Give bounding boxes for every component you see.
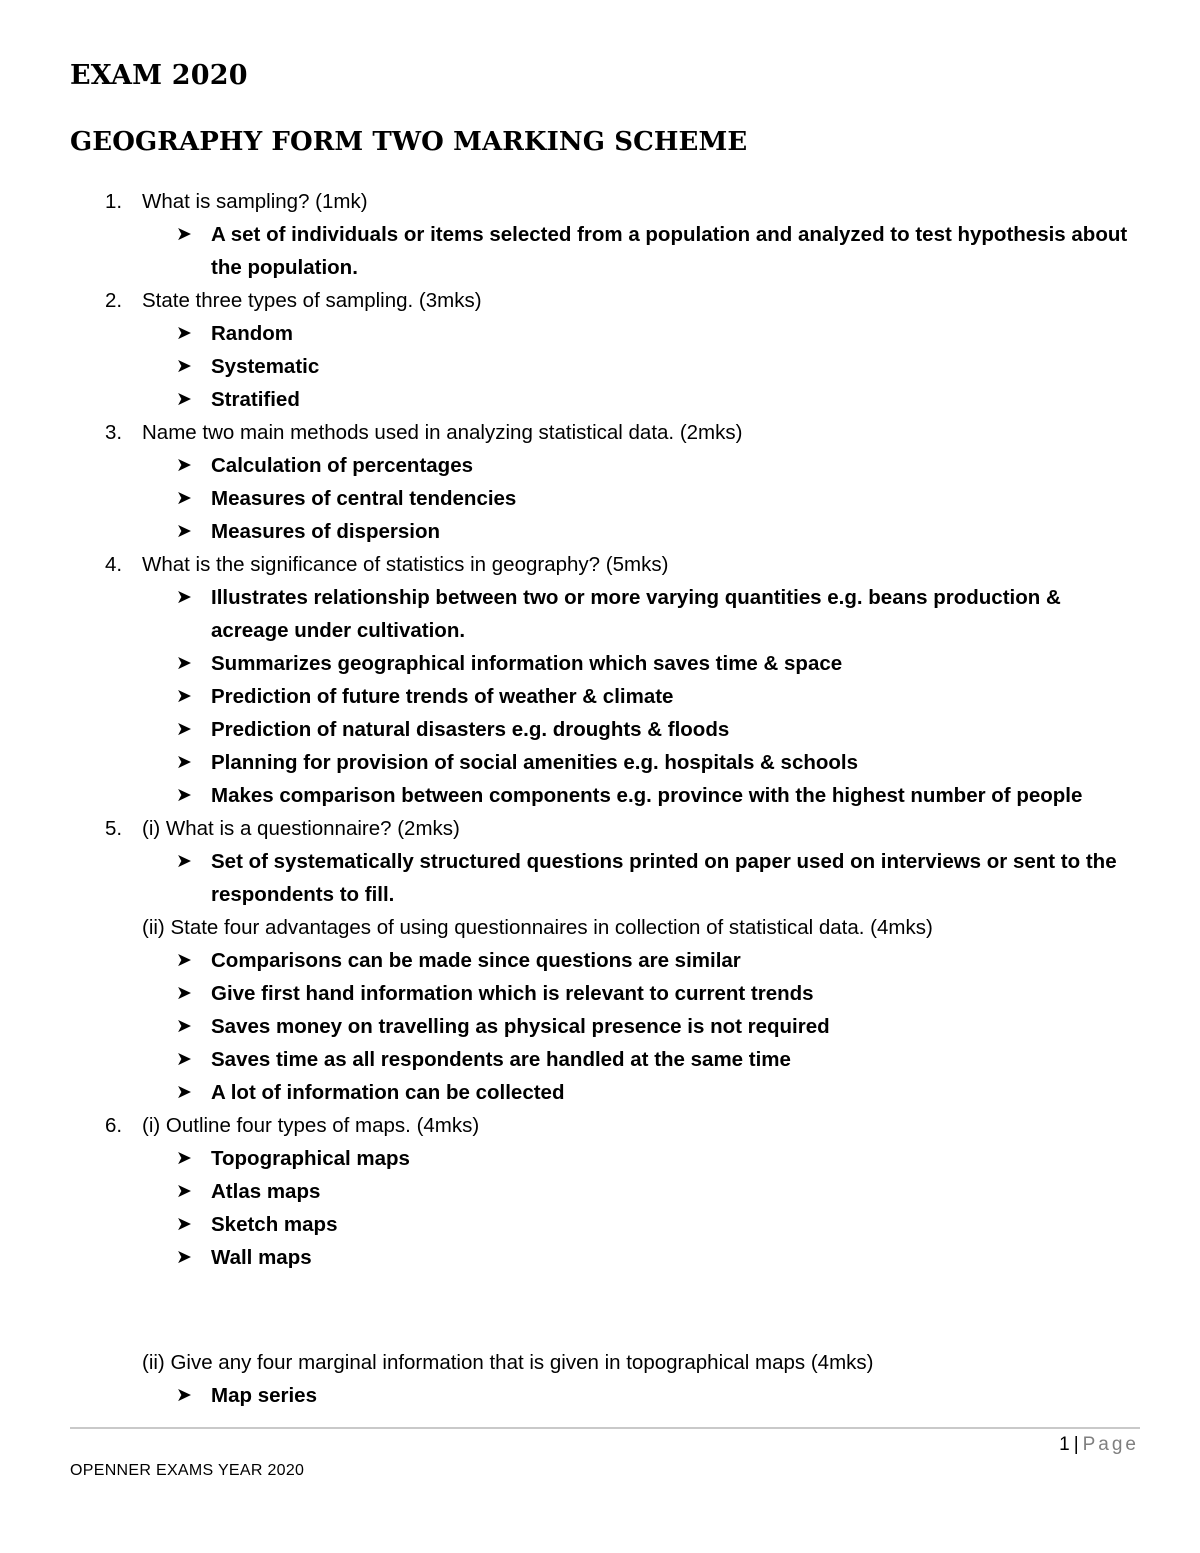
answer-item	[0, 449, 1200, 482]
answer-item	[0, 1241, 1200, 1274]
question-3	[0, 416, 1200, 449]
arrow-bullet-icon: ➤	[176, 389, 192, 410]
question-text: (i) Outline four types of maps. (4mks)	[142, 1114, 480, 1137]
footer-divider	[70, 1427, 1140, 1429]
answer-item	[0, 779, 1200, 812]
answer-text: Give first hand information which is relevant to current trends	[211, 982, 814, 1005]
answer-item	[0, 1076, 1200, 1109]
answer-item	[0, 218, 1200, 284]
arrow-bullet-icon: ➤	[176, 224, 192, 245]
answer-text: Summarizes geographical information which saves time & space	[211, 652, 843, 675]
answer-text: Calculation of percentages	[211, 454, 474, 477]
answer-text: A lot of information can be collected	[211, 1081, 565, 1104]
answer-item	[0, 845, 1200, 911]
arrow-bullet-icon: ➤	[176, 686, 192, 707]
answer-item	[0, 1142, 1200, 1175]
answer-text: Planning for provision of social amenities e.g. hospitals & schools	[211, 751, 859, 774]
page-separator: |	[1073, 1434, 1079, 1455]
answer-text: Stratified	[211, 388, 300, 411]
answer-item	[0, 482, 1200, 515]
answer-text: Makes comparison between components e.g. province with the highest number of people	[211, 784, 1083, 807]
answer-item	[0, 713, 1200, 746]
answer-item	[0, 1208, 1200, 1241]
question-5	[0, 812, 1200, 845]
answer-text: Prediction of natural disasters e.g. droughts & floods	[211, 718, 730, 741]
arrow-bullet-icon: ➤	[176, 1247, 192, 1268]
question-text: State three types of sampling. (3mks)	[142, 289, 482, 312]
answer-item	[0, 515, 1200, 548]
arrow-bullet-icon: ➤	[176, 1082, 192, 1103]
question-text: (ii) Give any four marginal information that is given in topographical maps (4mks)	[142, 1351, 874, 1374]
question-text: (ii) State four advantages of using questionnaires in collection of statistical data. (4mks)	[142, 916, 933, 939]
blank-space	[0, 1274, 1200, 1346]
arrow-bullet-icon: ➤	[176, 719, 192, 740]
answer-item	[0, 680, 1200, 713]
answer-text: Set of systematically structured questions printed on paper used on interviews or sent to the respondents to fill.	[211, 850, 1117, 906]
question-number: 5.	[105, 817, 123, 840]
question-number: 2.	[105, 289, 123, 312]
question-text: What is the significance of statistics in geography? (5mks)	[142, 553, 669, 576]
answer-item	[0, 383, 1200, 416]
answer-item	[0, 977, 1200, 1010]
answer-item	[0, 746, 1200, 779]
question-text: Name two main methods used in analyzing statistical data. (2mks)	[142, 421, 743, 444]
arrow-bullet-icon: ➤	[176, 1049, 192, 1070]
answer-item	[0, 944, 1200, 977]
marking-scheme-heading: GEOGRAPHY FORM TWO MARKING SCHEME	[70, 127, 748, 157]
question-number: 4.	[105, 553, 123, 576]
answer-text: Atlas maps	[211, 1180, 321, 1203]
question-text: What is sampling? (1mk)	[142, 190, 368, 213]
arrow-bullet-icon: ➤	[176, 1385, 192, 1406]
answer-text: Wall maps	[211, 1246, 312, 1269]
exam-title: EXAM 2020	[70, 60, 248, 91]
answer-text: Map series	[211, 1384, 317, 1407]
arrow-bullet-icon: ➤	[176, 752, 192, 773]
page-number-value: 1	[1059, 1434, 1070, 1455]
question-number: 1.	[105, 190, 123, 213]
sub-question-6-ii	[0, 1346, 1200, 1379]
arrow-bullet-icon: ➤	[176, 851, 192, 872]
arrow-bullet-icon: ➤	[176, 521, 192, 542]
answer-text: Systematic	[211, 355, 320, 378]
question-1	[0, 185, 1200, 218]
arrow-bullet-icon: ➤	[176, 1181, 192, 1202]
answer-item	[0, 1043, 1200, 1076]
question-number: 6.	[105, 1114, 123, 1137]
answer-item	[0, 317, 1200, 350]
answer-item	[0, 1010, 1200, 1043]
question-2	[0, 284, 1200, 317]
answer-item	[0, 350, 1200, 383]
arrow-bullet-icon: ➤	[176, 653, 192, 674]
answer-item	[0, 1379, 1200, 1412]
answer-text: Measures of dispersion	[211, 520, 440, 543]
answer-text: Saves time as all respondents are handled at the same time	[211, 1048, 791, 1071]
answer-text: Topographical maps	[211, 1147, 410, 1170]
question-text: (i) What is a questionnaire? (2mks)	[142, 817, 460, 840]
answer-text: Saves money on travelling as physical presence is not required	[211, 1015, 830, 1038]
answer-item	[0, 581, 1200, 647]
answer-text: Random	[211, 322, 293, 345]
arrow-bullet-icon: ➤	[176, 950, 192, 971]
arrow-bullet-icon: ➤	[176, 488, 192, 509]
answer-text: Measures of central tendencies	[211, 487, 517, 510]
arrow-bullet-icon: ➤	[176, 983, 192, 1004]
page-number	[1059, 1434, 1139, 1456]
answer-text: Comparisons can be made since questions are similar	[211, 949, 741, 972]
question-4	[0, 548, 1200, 581]
arrow-bullet-icon: ➤	[176, 785, 192, 806]
sub-question-5-ii	[0, 911, 1200, 944]
answer-text: Illustrates relationship between two or more varying quantities e.g. beans production & acreage under cultivation.	[211, 586, 1061, 642]
footer-text: OPENNER EXAMS YEAR 2020	[70, 1462, 305, 1479]
answer-item	[0, 647, 1200, 680]
arrow-bullet-icon: ➤	[176, 455, 192, 476]
answer-text: A set of individuals or items selected from a population and analyzed to test hypothesis about the population.	[211, 223, 1128, 279]
answer-text: Sketch maps	[211, 1213, 338, 1236]
arrow-bullet-icon: ➤	[176, 587, 192, 608]
question-6	[0, 1109, 1200, 1142]
page-label: Page	[1082, 1434, 1139, 1455]
arrow-bullet-icon: ➤	[176, 356, 192, 377]
arrow-bullet-icon: ➤	[176, 323, 192, 344]
question-number: 3.	[105, 421, 123, 444]
arrow-bullet-icon: ➤	[176, 1016, 192, 1037]
arrow-bullet-icon: ➤	[176, 1214, 192, 1235]
questions-list	[0, 185, 1200, 1412]
answer-item	[0, 1175, 1200, 1208]
answer-text: Prediction of future trends of weather & climate	[211, 685, 674, 708]
arrow-bullet-icon: ➤	[176, 1148, 192, 1169]
